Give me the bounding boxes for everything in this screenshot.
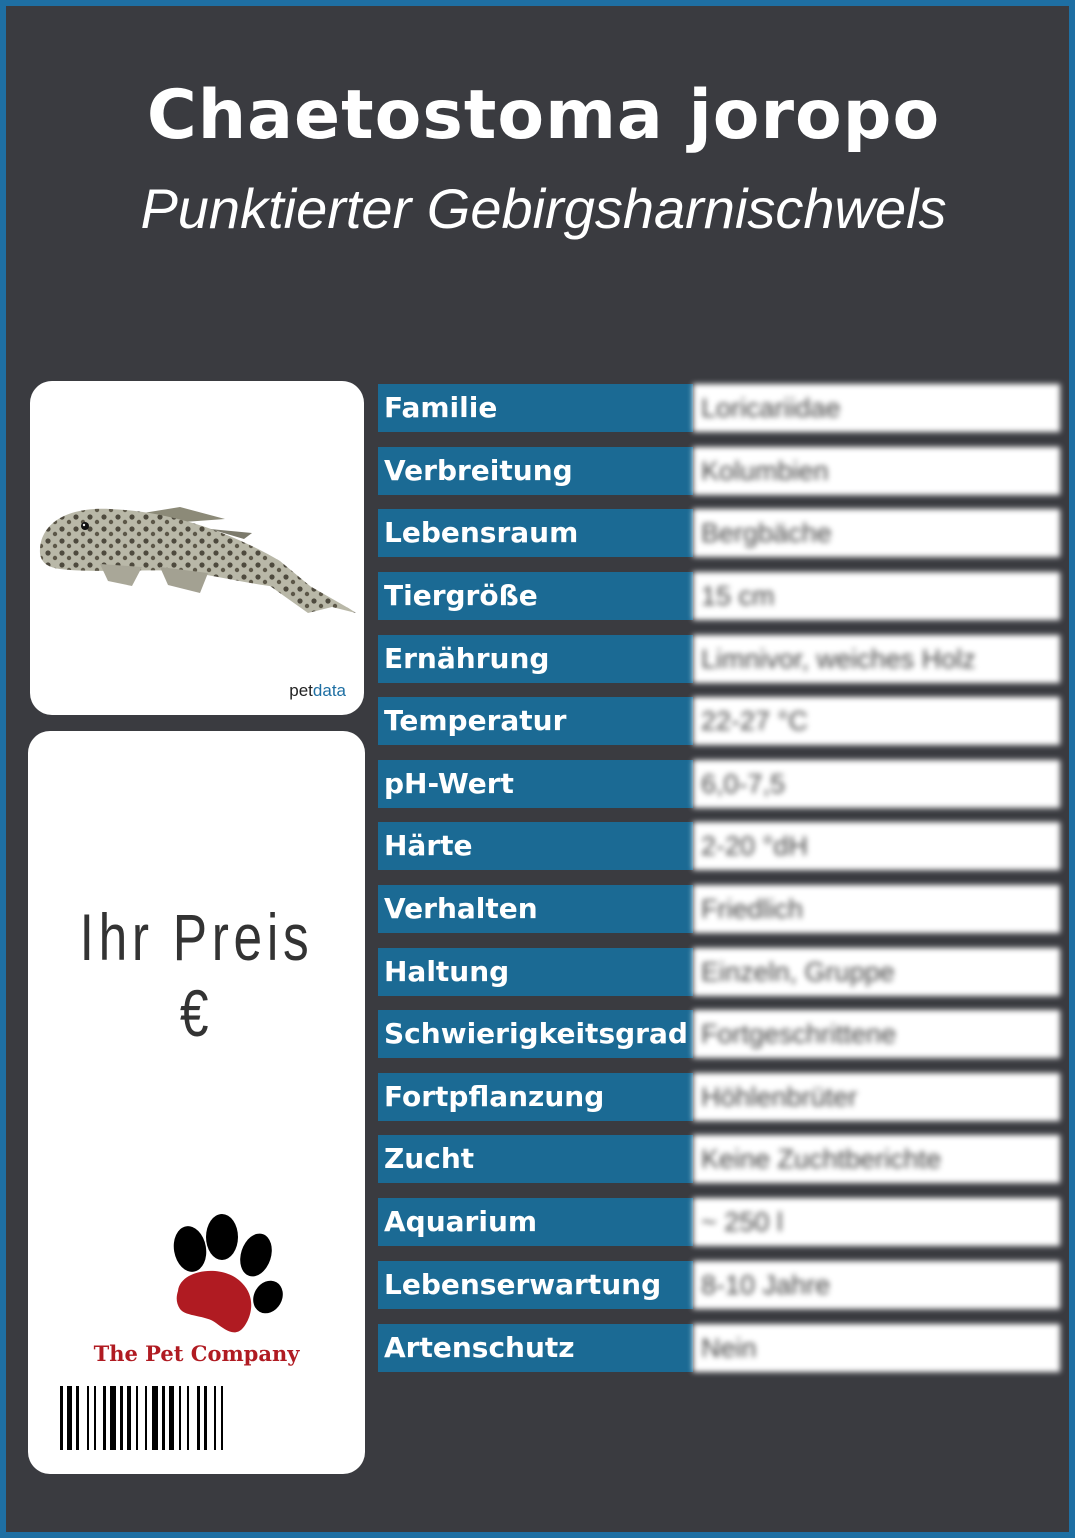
petdata-logo-prefix: pet	[289, 681, 313, 700]
table-row	[378, 1010, 1060, 1058]
table-row	[378, 760, 1060, 808]
row-label: Aquarium	[378, 1198, 693, 1246]
row-label: Artenschutz	[378, 1324, 693, 1372]
row-value: Keine Zuchtberichte	[693, 1135, 1060, 1183]
row-value: ~ 250 l	[693, 1198, 1060, 1246]
row-label: pH-Wert	[378, 760, 693, 808]
row-label: Schwierigkeitsgrad	[378, 1010, 693, 1058]
row-label: Fortpflanzung	[378, 1073, 693, 1121]
table-row	[378, 885, 1060, 933]
page-subtitle: Punktierter Gebirgsharnischwels	[140, 177, 947, 240]
row-label: Temperatur	[378, 697, 693, 745]
table-row	[378, 697, 1060, 745]
fish-image-card	[30, 381, 364, 715]
row-value: Friedlich	[693, 885, 1060, 933]
price-label: Ihr Preis €	[79, 900, 314, 1050]
row-value: Höhlenbrüter	[693, 1073, 1060, 1121]
row-label: Haltung	[378, 948, 693, 996]
barcode-icon	[60, 1386, 340, 1450]
row-value: Limnivor, weiches Holz	[693, 635, 1060, 683]
row-label: Tiergröße	[378, 572, 693, 620]
row-value: Fortgeschrittene	[693, 1010, 1060, 1058]
row-value: Einzeln, Gruppe	[693, 948, 1060, 996]
row-value: 2-20 °dH	[693, 822, 1060, 870]
table-row	[378, 572, 1060, 620]
table-row	[378, 1198, 1060, 1246]
page-title: Chaetostoma joropo	[146, 76, 941, 155]
table-row	[378, 447, 1060, 495]
row-label: Verhalten	[378, 885, 693, 933]
table-row	[378, 1073, 1060, 1121]
row-value: 22-27 °C	[693, 697, 1060, 745]
row-value: Nein	[693, 1324, 1060, 1372]
row-label: Verbreitung	[378, 447, 693, 495]
table-row	[378, 635, 1060, 683]
petdata-logo	[289, 681, 346, 701]
row-label: Lebensraum	[378, 509, 693, 557]
table-row	[378, 384, 1060, 432]
table-row	[378, 509, 1060, 557]
row-label: Zucht	[378, 1135, 693, 1183]
row-value: 15 cm	[693, 572, 1060, 620]
table-row	[378, 948, 1060, 996]
row-value: Bergbäche	[693, 509, 1060, 557]
table-row	[378, 822, 1060, 870]
row-value: 8-10 Jahre	[693, 1261, 1060, 1309]
fish-image	[30, 381, 364, 715]
row-label: Ernährung	[378, 635, 693, 683]
row-value: Loricariidae	[693, 384, 1060, 432]
table-row	[378, 1324, 1060, 1372]
row-label: Familie	[378, 384, 693, 432]
petdata-logo-suffix: data	[312, 681, 346, 700]
row-value: 6,0-7,5	[693, 760, 1060, 808]
price-card	[28, 731, 365, 1474]
table-row	[378, 1261, 1060, 1309]
row-label: Lebenserwartung	[378, 1261, 693, 1309]
row-label: Härte	[378, 822, 693, 870]
row-value: Kolumbien	[693, 447, 1060, 495]
company-name: The Pet Company	[93, 1341, 300, 1366]
paw-logo-icon	[146, 1211, 296, 1341]
table-row	[378, 1135, 1060, 1183]
